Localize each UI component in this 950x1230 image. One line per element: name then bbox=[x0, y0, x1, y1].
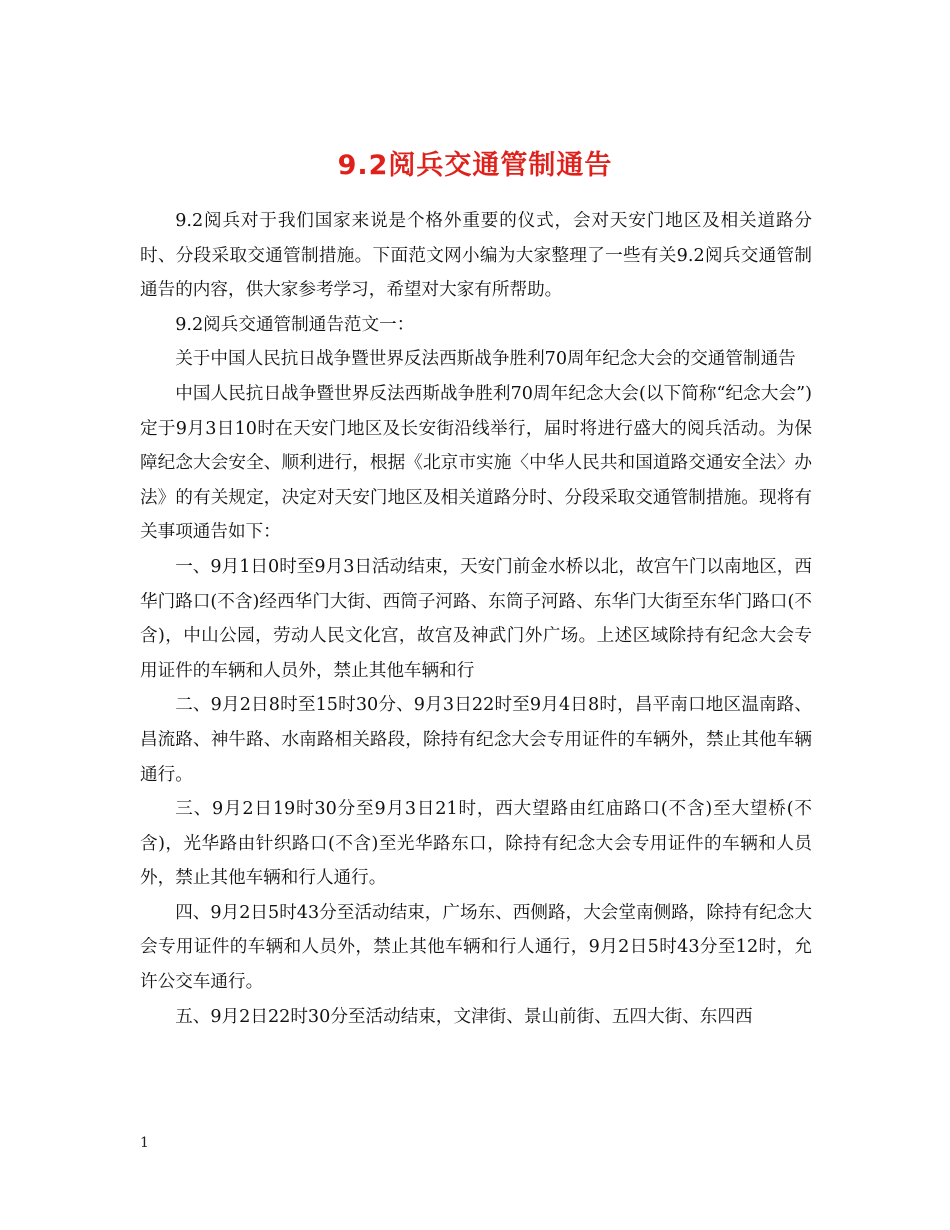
paragraph: 二、9月2日8时至15时30分、9月3日22时至9月4日8时，昌平南口地区温南路、昌流路、神牛路、水南路相关路段，除持有纪念大会专用证件的车辆外，禁止其他车辆通行。 bbox=[140, 695, 812, 785]
paragraph: 一、9月1日0时至9月3日活动结束，天安门前金水桥以北，故宫午门以南地区，西华门路口(不含)经西华门大街、西筒子河路、东筒子河路、东华门大街至东华门路口(不含)，中山公园，劳动人民文化宫，故宫及神武门外广场。上述区域除持有纪念大会专用证件的车辆和人员外，禁止其他车辆和行 bbox=[140, 556, 812, 681]
paragraph: 五、9月2日22时30分至活动结束，文津街、景山前街、五四大街、东四西 bbox=[175, 1006, 753, 1027]
paragraph: 9.2阅兵对于我们国家来说是个格外重要的仪式，会对天安门地区及相关道路分时、分段采取交通管制措施。下面范文网小编为大家整理了一些有关9.2阅兵交通管制通告的内容，供大家参考学习，希望对大家有所帮助。 bbox=[140, 211, 812, 301]
paragraph: 三、9月2日19时30分至9月3日21时，西大望路由红庙路口(不含)至大望桥(不含)，光华路由针织路口(不含)至光华路东口，除持有纪念大会专用证件的车辆和人员外，禁止其他车辆和行人通行。 bbox=[140, 799, 812, 889]
page-number: 1 bbox=[140, 1135, 149, 1151]
paragraph: 四、9月2日5时43分至活动结束，广场东、西侧路，大会堂南侧路，除持有纪念大会专用证件的车辆和人员外，禁止其他车辆和行人通行，9月2日5时43分至12时，允许公交车通行。 bbox=[140, 902, 812, 993]
document-body bbox=[140, 204, 812, 1034]
paragraph: 中国人民抗日战争暨世界反法西斯战争胜利70周年纪念大会(以下简称“纪念大会”)定于9月3日10时在天安门地区及长安街沿线举行，届时将进行盛大的阅兵活动。为保障纪念大会安全、顺利进行，根据《北京市实施〈中华人民共和国道路交通安全法〉办法》的有关规定，决定对天安门地区及相关道路分时、分段采取交通管制措施。现将有关事项通告如下： bbox=[140, 383, 812, 543]
document-title: 9.2阅兵交通管制通告 bbox=[337, 150, 613, 182]
paragraph: 9.2阅兵交通管制通告范文一： bbox=[175, 314, 415, 335]
paragraph: 关于中国人民抗日战争暨世界反法西斯战争胜利70周年纪念大会的交通管制通告 bbox=[175, 349, 796, 370]
